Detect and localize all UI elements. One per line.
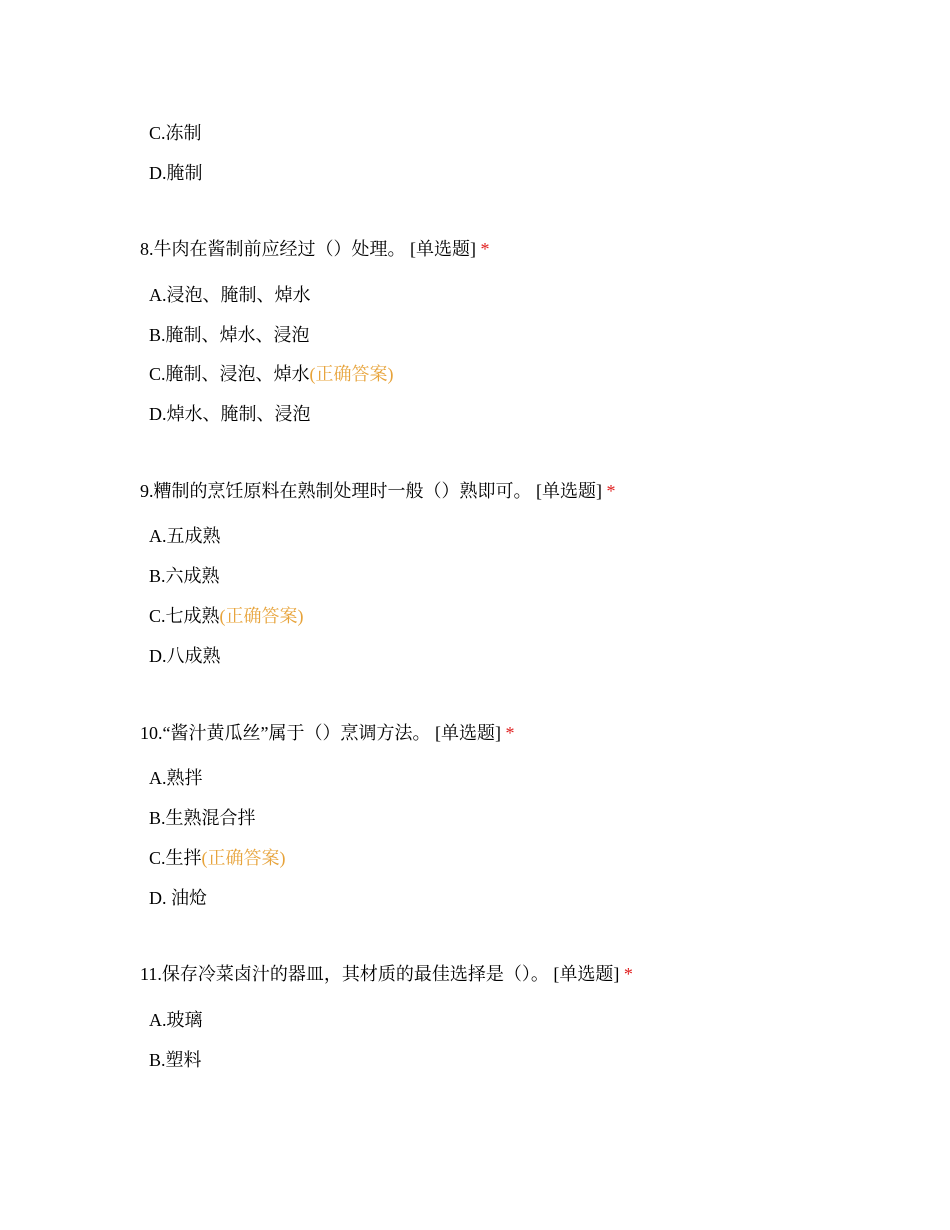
option-8-c[interactable]: [149, 363, 394, 385]
option-text: D.腌制: [149, 163, 203, 183]
correct-answer-label: (正确答案): [201, 848, 286, 868]
option-8-b[interactable]: [149, 324, 310, 346]
option-10-a[interactable]: [149, 767, 203, 789]
option-text: A.玻璃: [149, 1010, 203, 1030]
correct-answer-label: (正确答案): [219, 606, 304, 626]
question-title: [140, 722, 514, 744]
option-text: A.五成熟: [149, 526, 221, 546]
option-9-a[interactable]: [149, 525, 221, 547]
question-title: [140, 480, 616, 502]
question-type: [单选题]: [434, 723, 501, 743]
option-8-d[interactable]: [149, 403, 311, 425]
option-text: B.腌制、焯水、浸泡: [149, 325, 310, 345]
option-text: C.冻制: [149, 123, 202, 143]
question-type: [单选题]: [410, 239, 476, 259]
option-text: D.焯水、腌制、浸泡: [149, 404, 311, 424]
question-text: 8.牛肉在酱制前应经过（）处理。: [140, 239, 406, 259]
required-mark: *: [505, 723, 515, 743]
question-text: 10.“酱汁黄瓜丝”属于（）烹调方法。: [140, 723, 431, 743]
option-10-c[interactable]: [149, 847, 286, 869]
option-8-a[interactable]: [149, 284, 311, 306]
option-7-c[interactable]: [149, 122, 202, 144]
required-mark: *: [480, 239, 490, 259]
question-type: [单选题]: [553, 964, 620, 984]
option-text: B.六成熟: [149, 566, 220, 586]
correct-answer-label: (正确答案): [309, 364, 394, 384]
option-text: A.浸泡、腌制、焯水: [149, 285, 311, 305]
option-10-b[interactable]: [149, 807, 256, 829]
option-9-d[interactable]: [149, 645, 221, 667]
option-text: C.七成熟: [149, 606, 220, 626]
option-7-d[interactable]: [149, 162, 203, 184]
question-title: [140, 963, 633, 985]
option-9-c[interactable]: [149, 605, 304, 627]
option-11-a[interactable]: [149, 1009, 203, 1031]
option-text: C.腌制、浸泡、焯水: [149, 364, 310, 384]
question-text: 11.保存冷菜卤汁的器皿，其材质的最佳选择是（）。: [140, 964, 549, 984]
required-mark: *: [623, 964, 633, 984]
option-text: B.塑料: [149, 1050, 202, 1070]
option-10-d[interactable]: [149, 887, 207, 909]
option-text: D. 油炝: [149, 888, 207, 908]
option-text: C.生拌: [149, 848, 202, 868]
required-mark: *: [606, 481, 616, 501]
option-9-b[interactable]: [149, 565, 220, 587]
option-11-b[interactable]: [149, 1049, 202, 1071]
option-text: D.八成熟: [149, 646, 221, 666]
question-type: [单选题]: [536, 481, 602, 501]
question-title: [140, 238, 490, 260]
option-text: B.生熟混合拌: [149, 808, 256, 828]
question-text: 9.糟制的烹饪原料在熟制处理时一般（）熟即可。: [140, 481, 532, 501]
option-text: A.熟拌: [149, 768, 203, 788]
